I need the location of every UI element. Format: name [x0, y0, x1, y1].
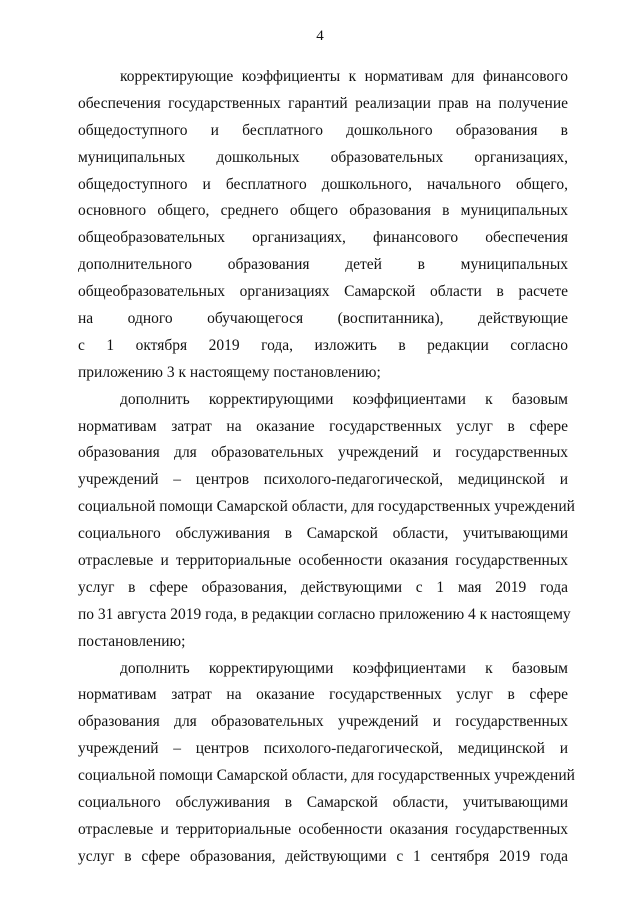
paragraph-line: общеобразовательных организациях Самарской области в расчете [78, 283, 568, 301]
paragraph-line: нормативам затрат на оказание государственных услуг в сфере [78, 417, 568, 435]
paragraph-line: услуг в сфере образования, действующими с 1 сентября 2019 года [78, 847, 568, 865]
paragraph-line: дополнить корректирующими коэффициентами к базовым [120, 390, 568, 408]
page-number: 4 [316, 28, 324, 44]
paragraph-line: отраслевые и территориальные особенности оказания государственных [78, 820, 568, 838]
paragraph-line: на одного обучающегося (воспитанника), действующие [78, 310, 568, 328]
paragraph-line: социального обслуживания в Самарской области, учитывающими [78, 794, 568, 812]
paragraph-line: социального обслуживания в Самарской области, учитывающими [78, 525, 568, 543]
paragraph [78, 64, 568, 387]
paragraph-line: социальной помощи Самарской области, для государственных учреждений [78, 498, 575, 516]
paragraph-line: отраслевые и территориальные особенности оказания государственных [78, 552, 568, 570]
paragraph [78, 656, 575, 871]
paragraph-line: образования для образовательных учреждений и государственных [78, 713, 568, 731]
paragraph-line: муниципальных дошкольных образовательных организациях, [78, 148, 568, 166]
paragraph-line: по 31 августа 2019 года, в редакции согласно приложению 4 к настоящему [78, 605, 571, 623]
paragraph-line: услуг в сфере образования, действующими с 1 мая 2019 года [78, 578, 568, 596]
paragraph-line: обеспечения государственных гарантий реализации прав на получение [78, 94, 568, 112]
paragraph-line: учреждений – центров психолого-педагогической, медицинской и [78, 740, 568, 758]
paragraph-line: общедоступного и бесплатного дошкольного образования в [78, 121, 568, 139]
document-body [78, 64, 575, 871]
paragraph-line: основного общего, среднего общего образования в муниципальных [78, 202, 568, 220]
paragraph [78, 387, 575, 656]
paragraph-line: приложению 3 к настоящему постановлению; [78, 363, 381, 381]
paragraph-line: социальной помощи Самарской области, для государственных учреждений [78, 767, 575, 785]
paragraph-line: корректирующие коэффициенты к нормативам для финансового [120, 68, 568, 85]
paragraph-line: дополнительного образования детей в муниципальных [78, 256, 568, 274]
paragraph-line: постановлению; [78, 632, 186, 650]
paragraph-line: общеобразовательных организациях, финансового обеспечения [78, 229, 568, 247]
paragraph-line: нормативам затрат на оказание государственных услуг в сфере [78, 686, 568, 704]
paragraph-line: с 1 октября 2019 года, изложить в редакции согласно [78, 336, 568, 354]
paragraph-line: учреждений – центров психолого-педагогической, медицинской и [78, 471, 568, 489]
paragraph-line: образования для образовательных учреждений и государственных [78, 444, 568, 462]
paragraph-line: общедоступного и бесплатного дошкольного, начального общего, [78, 175, 568, 193]
paragraph-line: дополнить корректирующими коэффициентами к базовым [120, 659, 568, 677]
